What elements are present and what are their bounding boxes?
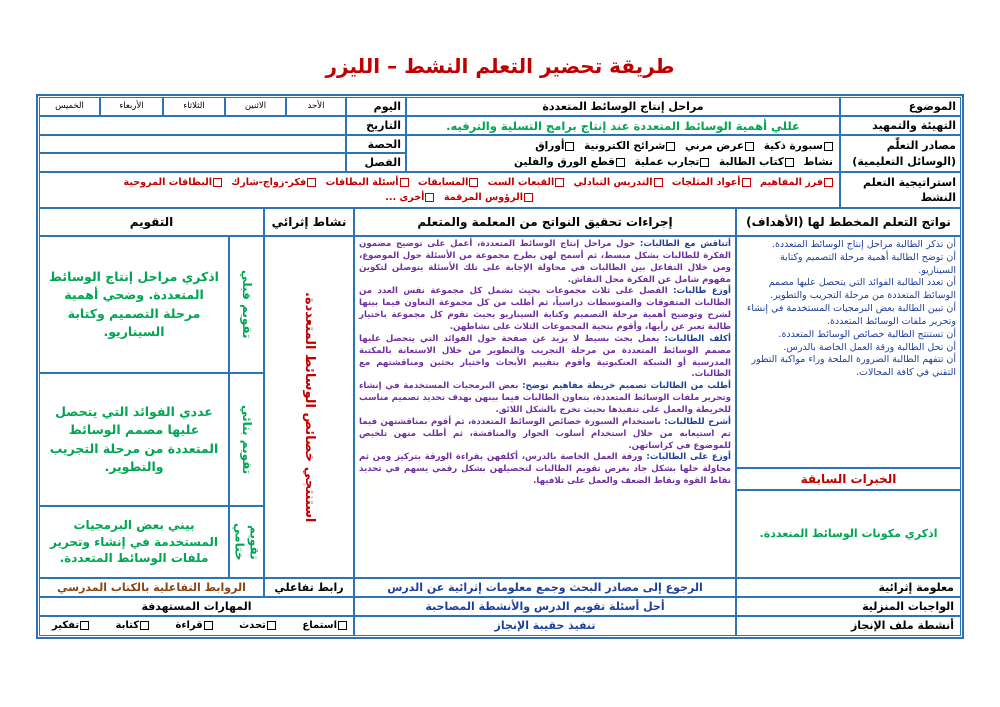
prior-experience-header: الخبرات السابقة bbox=[736, 468, 961, 490]
procedures-header: إجراءات تحقيق النواتج من المعلمة والمتعلم bbox=[354, 208, 736, 236]
checkbox-icon[interactable] bbox=[742, 178, 751, 187]
stages-label: مراحل إنتاج الوسائط المتعددة bbox=[406, 97, 840, 116]
homework-text: أحل أسئلة تقويم الدرس والأنشطة المصاحبة bbox=[354, 597, 736, 616]
checkbox-icon[interactable] bbox=[267, 621, 276, 630]
formative-eval-label: تقويم بنائي bbox=[240, 404, 254, 475]
checkbox-icon[interactable] bbox=[745, 142, 754, 151]
procedure-item: أوزع على الطالبات: ورقة العمل الخاصة بالدرس، أكلفهن بقراءة الورقة بتركيز ومن ثم محاولة حلها بشكل جاد بغرض تقويم الطالبات لتحصيلهن بشكل رقمي يسهم في تحديد نقاط القوة ونقاط الضعف والعمل على تلافيها. bbox=[359, 452, 731, 487]
strategy-other[interactable]: أخرى ... bbox=[385, 192, 434, 203]
day-thursday: الخميس bbox=[39, 97, 100, 116]
intro-text: عللي أهمية الوسائط المتعددة عند إنتاج برامج التسلية والترفيه. bbox=[406, 116, 840, 135]
checkbox-icon[interactable] bbox=[824, 142, 833, 151]
strategy-think-pair-share[interactable]: فكر-زواج-شارك bbox=[231, 177, 316, 188]
summative-eval-label: تقويم ختامي bbox=[232, 523, 262, 561]
outcome-item: أن تستنتج الطالبة خصائص الوسائط المتعددة. bbox=[778, 328, 956, 340]
formative-eval-text: عددي الفوائد التي يتحصل عليها مصمم الوسائط المتعددة من مرحلة التجريب والتطوير. bbox=[39, 373, 229, 506]
interactive-link-label: رابط تفاعلي bbox=[264, 578, 354, 597]
subject-label: الموضوع bbox=[840, 97, 961, 116]
procedure-item: أكلف الطالبات: بعمل بحث بسيط لا يزيد عن صفحة حول الفوائد التي يتحصل عليها مصمم الوسائط المتعددة من مرحلة التجريب والتطوير من خلال الاستعانة بالمكتبة المدرسية أو الشبكة العنكبوتية وأقوم بتقييم الأبحاث واختيار بحثين ومناقشتهم مع الطالبات. bbox=[359, 333, 732, 380]
checkbox-icon[interactable] bbox=[666, 142, 675, 151]
enrichment-info-label: معلومة إثرائية bbox=[736, 578, 961, 597]
formative-eval-label-cell bbox=[229, 373, 264, 506]
checkbox-icon[interactable] bbox=[565, 142, 574, 151]
enrichment-text: استنتجي خصائص الوسائط المتعددة. bbox=[302, 291, 318, 523]
enrichment-cell bbox=[264, 236, 354, 578]
checkbox-icon[interactable] bbox=[400, 178, 409, 187]
homework-label: الواجبات المنزلية bbox=[736, 597, 961, 616]
outcome-item: أن تتفهم الطالبة الضرورة الملحة وراء مواكبة التطور التقني في كافة المجالات. bbox=[751, 354, 956, 379]
outcome-item: أن تبين الطالبة بعض البرمجيات المستخدمة في إنشاء وتحرير ملفات الوسائط المتعددة. bbox=[746, 303, 956, 327]
strategy-numbered-heads[interactable]: الرؤوس المرقمة bbox=[444, 192, 533, 203]
skills-list bbox=[39, 616, 354, 636]
skill-thinking[interactable]: تفكير bbox=[52, 620, 89, 633]
procedure-item: أشرح للطالبات: باستخدام السبورة خصائص الوسائط المتعددة، ثم أقوم بمناقشتهن فيما تم استيعابه من خلال استخدام أسلوب الحوار والمناقشة، ثم أطلب منهن تلخيص للموضوع في كراساتهن. bbox=[359, 416, 732, 451]
pre-eval-label: تقويم قبلي bbox=[240, 270, 254, 339]
strategy-card-questions[interactable]: أسئلة البطاقات bbox=[326, 177, 409, 188]
skill-reading[interactable]: قراءة bbox=[175, 620, 212, 633]
checkbox-icon[interactable] bbox=[524, 193, 533, 202]
checkbox-icon[interactable] bbox=[616, 158, 625, 167]
pre-eval-label-cell bbox=[229, 236, 264, 373]
procedures-cell bbox=[354, 236, 736, 578]
strategy-fan-cards[interactable]: البطاقات المروحية bbox=[124, 177, 223, 188]
date-field[interactable] bbox=[39, 116, 346, 135]
checkbox-icon[interactable] bbox=[785, 158, 794, 167]
portfolio-text: تنفيذ حقيبة الإنجاز bbox=[354, 616, 736, 636]
intro-label: التهيئة والتمهيد bbox=[840, 116, 961, 135]
checkbox-icon[interactable] bbox=[425, 193, 434, 202]
strategy-sticks[interactable]: أعواد المثلجات bbox=[672, 177, 751, 188]
procedure-item: أوزع طالبات: الفصل على ثلاث مجموعات بحيث تشمل كل مجموعة نفس العدد من الطالبات المتفوقات والمتوسطات دراسياً، ثم أطلب من كل مجموعة التعاون فيما بينها لشرح وتوضيح أهمية مرحلة التصميم وكتابة السيناريو بحيث تقوم كل مجموعة باختيار طالبة تعبر عن رأيها، وأقوم بتحية المجموعات الثلاث على نشاطهن. bbox=[359, 286, 731, 333]
checkbox-icon[interactable] bbox=[204, 621, 213, 630]
day-wednesday: الأربعاء bbox=[100, 97, 163, 116]
day-sunday: الأحد bbox=[286, 97, 346, 116]
summative-eval-label-cell bbox=[229, 506, 264, 578]
page-title: طريقة تحضير التعلم النشط – الليزر bbox=[325, 54, 675, 78]
skill-speaking[interactable]: تحدث bbox=[239, 620, 276, 633]
resource-activity[interactable]: نشاط bbox=[803, 156, 833, 169]
portfolio-label: أنشطة ملف الإنجاز bbox=[736, 616, 961, 636]
checkbox-icon[interactable] bbox=[140, 621, 149, 630]
strategy-competitions[interactable]: المسابقات bbox=[418, 177, 478, 188]
outcome-item: أن تحل الطالبة ورقة العمل الخاصة بالدرس. bbox=[783, 341, 956, 353]
enrichment-info-text: الرجوع إلى مصادر البحث وجمع معلومات إثرائية عن الدرس bbox=[354, 578, 736, 597]
procedure-item: أتناقش مع الطالبات: حول مراحل إنتاج الوسائط المتعددة، أعمل على توضيح مضمون الفكرة للطالبات بشكل مبسط، ثم أسمح لهن بطرح مجموعة من الأسئلة حول الموضوع، ومن خلال التفاعل بين الطالبات في محاولة الإجابة على تلك الأسئلة يتوصلن لتكوين مفهوم شامل عن الفكرة محل النقاش. bbox=[359, 239, 731, 285]
pre-eval-text: اذكري مراحل إنتاج الوسائط المتعددة. وضحي أهمية مرحلة التصميم وكتابة السيناريو. bbox=[39, 236, 229, 373]
resources-list bbox=[406, 135, 840, 172]
prior-experience-text: اذكري مكونات الوسائط المتعددة. bbox=[736, 490, 961, 578]
day-label: اليوم bbox=[346, 97, 406, 116]
resource-slides[interactable]: شرائح الكترونية bbox=[584, 140, 675, 152]
checkbox-icon[interactable] bbox=[555, 178, 564, 187]
resource-experiments[interactable]: تجارب عملية bbox=[634, 156, 709, 168]
period-label: الحصة bbox=[346, 135, 406, 153]
outcome-item: أن تعدد الطالبة الفوائد التي يتحصل عليها مصمم الوسائط المتعددة من مرحلة التجريب والتطوير. bbox=[768, 277, 956, 302]
skills-label: المهارات المستهدفة bbox=[39, 597, 354, 616]
resource-textbook[interactable]: كتاب الطالبة bbox=[719, 156, 794, 168]
resources-label: مصادر التعلّم (الوسائل التعليمية) bbox=[840, 135, 961, 172]
strategies-list bbox=[39, 172, 840, 208]
resource-smartboard[interactable]: سبورة ذكية bbox=[764, 140, 833, 152]
checkbox-icon[interactable] bbox=[824, 178, 833, 187]
day-tuesday: الثلاثاء bbox=[163, 97, 225, 116]
evaluation-header: التقويم bbox=[39, 208, 264, 236]
enrichment-header: نشاط إثرائي bbox=[264, 208, 354, 236]
outcomes-cell bbox=[736, 236, 961, 468]
checkbox-icon[interactable] bbox=[213, 178, 222, 187]
checkbox-icon[interactable] bbox=[338, 621, 347, 630]
strategy-concept-sort[interactable]: فرز المفاهيم bbox=[760, 177, 833, 188]
outcome-item: أن تذكر الطالبة مراحل إنتاج الوسائط المتعددة. bbox=[771, 239, 956, 250]
skill-listening[interactable]: استماع bbox=[302, 620, 347, 633]
resource-cork[interactable]: قطع الورق والفلين bbox=[514, 156, 625, 168]
class-field[interactable] bbox=[39, 153, 346, 172]
outcomes-header: نواتج التعلم المخطط لها (الأهداف) bbox=[736, 208, 961, 236]
resource-visual-display[interactable]: عرض مرني bbox=[685, 140, 754, 152]
strategy-six-hats[interactable]: القبعات الست bbox=[488, 177, 565, 188]
textbook-links[interactable]: الروابط التفاعلية بالكتاب المدرسي bbox=[39, 578, 264, 597]
strategy-label: استراتيجية التعلم النشط bbox=[840, 172, 961, 208]
checkbox-icon[interactable] bbox=[700, 158, 709, 167]
period-field[interactable] bbox=[39, 135, 346, 153]
checkbox-icon[interactable] bbox=[307, 178, 316, 187]
outcome-item: أن توضح الطالبة أهمية مرحلة التصميم وكتابة السيناريو. bbox=[779, 251, 956, 276]
resource-papers[interactable]: أوراق bbox=[535, 140, 574, 152]
checkbox-icon[interactable] bbox=[654, 178, 663, 187]
summative-eval-text: بيني بعض البرمجيات المستخدمة في إنشاء وتحرير ملفات الوسائط المتعددة. bbox=[39, 506, 229, 578]
checkbox-icon[interactable] bbox=[469, 178, 478, 187]
class-label: الفصل bbox=[346, 153, 406, 172]
checkbox-icon[interactable] bbox=[80, 621, 89, 630]
day-monday: الاثنين bbox=[225, 97, 286, 116]
date-label: التاريخ bbox=[346, 116, 406, 135]
strategy-reciprocal[interactable]: التدريس التبادلي bbox=[574, 177, 663, 188]
procedure-item: أطلب من الطالبات تصميم خريطة مفاهيم توضح: بعض البرمجيات المستخدمة في إنشاء وتحرير ملفات الوسائط المتعددة، بتعاون الطالبات فيما بينهن بهدف تحديد تصميم مناسب للخريطة والعمل على تنفيذها بحيث تخرج بالشكل اللائق. bbox=[359, 381, 731, 416]
skill-writing[interactable]: كتابة bbox=[116, 620, 149, 633]
